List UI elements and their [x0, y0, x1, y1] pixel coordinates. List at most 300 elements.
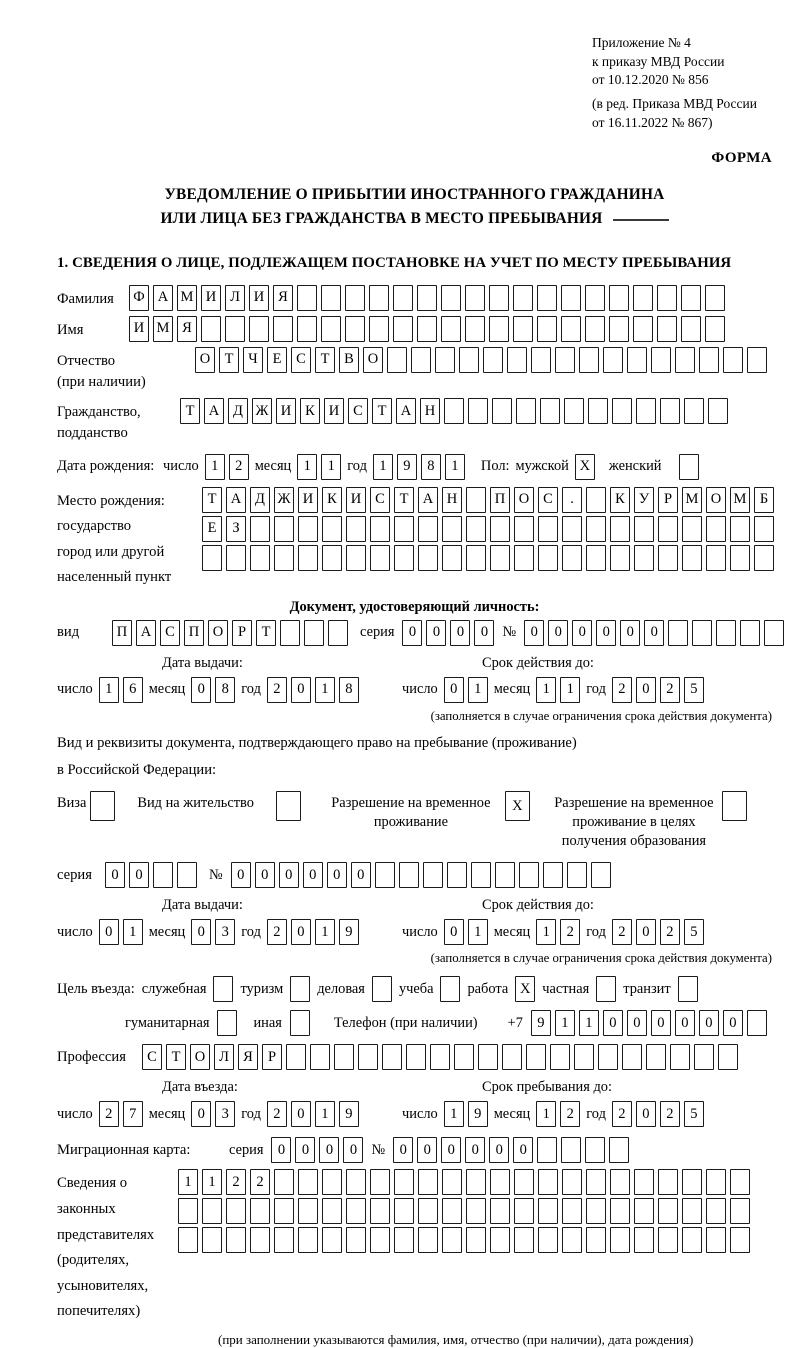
char-box[interactable]: 0 — [474, 620, 494, 646]
char-box[interactable] — [586, 1198, 606, 1224]
char-box[interactable]: Е — [202, 516, 222, 542]
char-box[interactable] — [202, 545, 222, 571]
char-box[interactable] — [466, 487, 486, 513]
char-box[interactable]: С — [370, 487, 390, 513]
char-box[interactable] — [466, 1227, 486, 1253]
char-box[interactable] — [567, 862, 587, 888]
char-box[interactable] — [651, 347, 671, 373]
char-box[interactable]: 0 — [417, 1137, 437, 1163]
char-box[interactable] — [346, 1198, 366, 1224]
char-box[interactable] — [310, 1044, 330, 1070]
char-box[interactable]: С — [291, 347, 311, 373]
char-box[interactable] — [90, 791, 115, 821]
char-box[interactable]: 0 — [596, 620, 616, 646]
char-box[interactable] — [370, 1169, 390, 1195]
char-box[interactable] — [466, 1198, 486, 1224]
char-box[interactable] — [490, 1198, 510, 1224]
char-box[interactable]: 0 — [295, 1137, 315, 1163]
char-box[interactable]: 0 — [105, 862, 125, 888]
char-box[interactable]: 1 — [579, 1010, 599, 1036]
char-box[interactable]: 0 — [191, 677, 211, 703]
char-box[interactable]: Ж — [252, 398, 272, 424]
char-box[interactable] — [369, 285, 389, 311]
char-box[interactable]: 0 — [291, 1101, 311, 1127]
char-box[interactable] — [537, 316, 557, 342]
char-box[interactable]: 0 — [644, 620, 664, 646]
char-box[interactable]: 1 — [536, 1101, 556, 1127]
char-box[interactable] — [442, 1227, 462, 1253]
char-box[interactable] — [682, 1198, 702, 1224]
char-box[interactable]: 0 — [279, 862, 299, 888]
char-box[interactable] — [418, 516, 438, 542]
char-box[interactable] — [217, 1010, 237, 1036]
char-box[interactable] — [417, 285, 437, 311]
char-box[interactable] — [678, 976, 698, 1002]
char-box[interactable]: 0 — [524, 620, 544, 646]
char-box[interactable]: К — [300, 398, 320, 424]
char-box[interactable] — [747, 347, 767, 373]
char-box[interactable] — [730, 545, 750, 571]
char-box[interactable]: 1 — [555, 1010, 575, 1036]
char-box[interactable]: 1 — [178, 1169, 198, 1195]
char-box[interactable] — [298, 1198, 318, 1224]
char-box[interactable]: 0 — [627, 1010, 647, 1036]
char-box[interactable] — [634, 516, 654, 542]
char-box[interactable]: 0 — [426, 620, 446, 646]
char-box[interactable] — [178, 1227, 198, 1253]
char-box[interactable] — [730, 1169, 750, 1195]
char-box[interactable] — [603, 347, 623, 373]
char-box[interactable] — [706, 516, 726, 542]
char-box[interactable]: С — [538, 487, 558, 513]
char-box[interactable] — [444, 398, 464, 424]
char-box[interactable]: 0 — [513, 1137, 533, 1163]
char-box[interactable] — [153, 862, 173, 888]
char-box[interactable] — [658, 1227, 678, 1253]
char-box[interactable] — [459, 347, 479, 373]
char-box[interactable] — [706, 545, 726, 571]
char-box[interactable]: И — [201, 285, 221, 311]
char-box[interactable] — [297, 285, 317, 311]
char-box[interactable]: И — [298, 487, 318, 513]
char-box[interactable] — [722, 791, 747, 821]
char-box[interactable]: 0 — [255, 862, 275, 888]
char-box[interactable] — [591, 862, 611, 888]
char-box[interactable]: 9 — [397, 454, 417, 480]
char-box[interactable]: О — [706, 487, 726, 513]
char-box[interactable]: Е — [267, 347, 287, 373]
char-box[interactable] — [598, 1044, 618, 1070]
char-box[interactable] — [465, 316, 485, 342]
char-box[interactable] — [298, 516, 318, 542]
char-box[interactable] — [622, 1044, 642, 1070]
char-box[interactable] — [202, 1227, 222, 1253]
char-box[interactable]: 1 — [99, 677, 119, 703]
char-box[interactable] — [442, 516, 462, 542]
char-box[interactable] — [586, 487, 606, 513]
char-box[interactable]: 1 — [444, 1101, 464, 1127]
char-box[interactable]: Р — [262, 1044, 282, 1070]
char-box[interactable] — [754, 516, 774, 542]
char-box[interactable] — [716, 620, 736, 646]
char-box[interactable] — [585, 1137, 605, 1163]
char-box[interactable] — [334, 1044, 354, 1070]
char-box[interactable]: С — [160, 620, 180, 646]
char-box[interactable] — [489, 316, 509, 342]
char-box[interactable]: 5 — [684, 1101, 704, 1127]
char-box[interactable] — [564, 398, 584, 424]
char-box[interactable] — [634, 1198, 654, 1224]
char-box[interactable]: 0 — [450, 620, 470, 646]
char-box[interactable] — [537, 1137, 557, 1163]
char-box[interactable] — [495, 862, 515, 888]
char-box[interactable] — [538, 1227, 558, 1253]
char-box[interactable]: Т — [372, 398, 392, 424]
char-box[interactable]: 0 — [723, 1010, 743, 1036]
char-box[interactable] — [516, 398, 536, 424]
char-box[interactable] — [612, 398, 632, 424]
char-box[interactable] — [682, 545, 702, 571]
char-box[interactable] — [322, 545, 342, 571]
char-box[interactable]: 0 — [620, 620, 640, 646]
char-box[interactable]: Д — [228, 398, 248, 424]
char-box[interactable]: 0 — [231, 862, 251, 888]
char-box[interactable] — [490, 516, 510, 542]
char-box[interactable]: Т — [166, 1044, 186, 1070]
char-box[interactable]: 3 — [215, 1101, 235, 1127]
char-box[interactable] — [513, 285, 533, 311]
char-box[interactable]: 8 — [421, 454, 441, 480]
char-box[interactable] — [633, 285, 653, 311]
char-box[interactable]: А — [136, 620, 156, 646]
char-box[interactable] — [418, 1198, 438, 1224]
char-box[interactable] — [585, 316, 605, 342]
char-box[interactable]: X — [505, 791, 530, 821]
char-box[interactable]: 0 — [444, 919, 464, 945]
char-box[interactable] — [596, 976, 616, 1002]
char-box[interactable] — [250, 1227, 270, 1253]
char-box[interactable]: 8 — [339, 677, 359, 703]
char-box[interactable]: Д — [250, 487, 270, 513]
char-box[interactable]: Б — [754, 487, 774, 513]
char-box[interactable] — [274, 545, 294, 571]
char-box[interactable]: Л — [225, 285, 245, 311]
char-box[interactable]: 8 — [215, 677, 235, 703]
char-box[interactable] — [764, 620, 784, 646]
char-box[interactable]: 2 — [250, 1169, 270, 1195]
char-box[interactable] — [202, 1198, 222, 1224]
char-box[interactable] — [562, 516, 582, 542]
char-box[interactable]: А — [153, 285, 173, 311]
char-box[interactable] — [226, 1227, 246, 1253]
char-box[interactable]: И — [129, 316, 149, 342]
char-box[interactable] — [514, 1198, 534, 1224]
char-box[interactable] — [538, 516, 558, 542]
char-box[interactable]: О — [514, 487, 534, 513]
char-box[interactable] — [321, 285, 341, 311]
char-box[interactable] — [322, 1198, 342, 1224]
char-box[interactable] — [519, 862, 539, 888]
char-box[interactable] — [579, 347, 599, 373]
char-box[interactable] — [531, 347, 551, 373]
char-box[interactable] — [297, 316, 317, 342]
char-box[interactable]: 0 — [444, 677, 464, 703]
char-box[interactable] — [418, 1169, 438, 1195]
char-box[interactable] — [562, 545, 582, 571]
char-box[interactable] — [394, 1198, 414, 1224]
char-box[interactable] — [406, 1044, 426, 1070]
char-box[interactable] — [274, 1227, 294, 1253]
char-box[interactable] — [322, 1169, 342, 1195]
char-box[interactable] — [442, 1198, 462, 1224]
char-box[interactable] — [610, 545, 630, 571]
char-box[interactable] — [684, 398, 704, 424]
char-box[interactable]: 6 — [123, 677, 143, 703]
char-box[interactable] — [610, 516, 630, 542]
char-box[interactable] — [328, 620, 348, 646]
char-box[interactable] — [507, 347, 527, 373]
char-box[interactable] — [670, 1044, 690, 1070]
char-box[interactable]: 1 — [536, 677, 556, 703]
char-box[interactable]: 0 — [291, 919, 311, 945]
char-box[interactable] — [399, 862, 419, 888]
char-box[interactable] — [322, 516, 342, 542]
char-box[interactable] — [609, 316, 629, 342]
char-box[interactable] — [681, 316, 701, 342]
char-box[interactable]: 0 — [441, 1137, 461, 1163]
char-box[interactable]: 0 — [603, 1010, 623, 1036]
char-box[interactable] — [447, 862, 467, 888]
char-box[interactable]: Т — [394, 487, 414, 513]
char-box[interactable] — [430, 1044, 450, 1070]
char-box[interactable]: Ж — [274, 487, 294, 513]
char-box[interactable] — [502, 1044, 522, 1070]
char-box[interactable]: Т — [315, 347, 335, 373]
char-box[interactable] — [249, 316, 269, 342]
char-box[interactable]: 1 — [315, 677, 335, 703]
char-box[interactable] — [250, 545, 270, 571]
char-box[interactable] — [657, 316, 677, 342]
char-box[interactable]: 1 — [468, 677, 488, 703]
char-box[interactable] — [471, 862, 491, 888]
char-box[interactable] — [718, 1044, 738, 1070]
char-box[interactable] — [747, 1010, 767, 1036]
char-box[interactable]: 0 — [636, 1101, 656, 1127]
char-box[interactable] — [225, 316, 245, 342]
char-box[interactable] — [657, 285, 677, 311]
char-box[interactable]: 1 — [445, 454, 465, 480]
char-box[interactable] — [679, 454, 699, 480]
char-box[interactable]: Ч — [243, 347, 263, 373]
char-box[interactable] — [646, 1044, 666, 1070]
char-box[interactable]: Т — [256, 620, 276, 646]
char-box[interactable]: О — [363, 347, 383, 373]
char-box[interactable]: 2 — [560, 1101, 580, 1127]
char-box[interactable]: У — [634, 487, 654, 513]
char-box[interactable] — [723, 347, 743, 373]
char-box[interactable] — [555, 347, 575, 373]
char-box[interactable] — [466, 1169, 486, 1195]
char-box[interactable] — [610, 1198, 630, 1224]
char-box[interactable] — [304, 620, 324, 646]
char-box[interactable] — [370, 1227, 390, 1253]
char-box[interactable]: И — [276, 398, 296, 424]
char-box[interactable]: Я — [273, 285, 293, 311]
char-box[interactable]: 1 — [202, 1169, 222, 1195]
char-box[interactable] — [250, 516, 270, 542]
char-box[interactable]: 2 — [660, 1101, 680, 1127]
char-box[interactable] — [514, 1227, 534, 1253]
char-box[interactable]: В — [339, 347, 359, 373]
char-box[interactable]: С — [142, 1044, 162, 1070]
char-box[interactable] — [226, 545, 246, 571]
char-box[interactable]: А — [418, 487, 438, 513]
char-box[interactable] — [658, 1198, 678, 1224]
char-box[interactable]: X — [515, 976, 535, 1002]
char-box[interactable] — [370, 1198, 390, 1224]
char-box[interactable] — [514, 516, 534, 542]
char-box[interactable] — [610, 1169, 630, 1195]
char-box[interactable]: 0 — [327, 862, 347, 888]
char-box[interactable] — [394, 516, 414, 542]
char-box[interactable]: Ф — [129, 285, 149, 311]
char-box[interactable] — [375, 862, 395, 888]
char-box[interactable]: 1 — [315, 919, 335, 945]
char-box[interactable]: 0 — [319, 1137, 339, 1163]
char-box[interactable] — [730, 1198, 750, 1224]
char-box[interactable] — [562, 1227, 582, 1253]
char-box[interactable]: 3 — [215, 919, 235, 945]
char-box[interactable] — [705, 285, 725, 311]
char-box[interactable]: М — [177, 285, 197, 311]
char-box[interactable]: М — [682, 487, 702, 513]
char-box[interactable] — [393, 316, 413, 342]
char-box[interactable]: С — [348, 398, 368, 424]
char-box[interactable]: 2 — [660, 919, 680, 945]
char-box[interactable]: 9 — [531, 1010, 551, 1036]
char-box[interactable] — [627, 347, 647, 373]
char-box[interactable] — [538, 1198, 558, 1224]
char-box[interactable]: А — [204, 398, 224, 424]
char-box[interactable]: 2 — [267, 919, 287, 945]
char-box[interactable] — [609, 285, 629, 311]
char-box[interactable]: 2 — [560, 919, 580, 945]
char-box[interactable]: И — [324, 398, 344, 424]
char-box[interactable] — [435, 347, 455, 373]
char-box[interactable] — [543, 862, 563, 888]
char-box[interactable]: А — [396, 398, 416, 424]
char-box[interactable] — [634, 545, 654, 571]
char-box[interactable] — [682, 1169, 702, 1195]
char-box[interactable] — [441, 316, 461, 342]
char-box[interactable]: К — [610, 487, 630, 513]
char-box[interactable] — [280, 620, 300, 646]
char-box[interactable]: Л — [214, 1044, 234, 1070]
char-box[interactable] — [321, 316, 341, 342]
char-box[interactable] — [345, 285, 365, 311]
char-box[interactable]: 2 — [660, 677, 680, 703]
char-box[interactable] — [423, 862, 443, 888]
char-box[interactable]: 0 — [636, 677, 656, 703]
char-box[interactable]: 0 — [191, 919, 211, 945]
char-box[interactable]: 0 — [572, 620, 592, 646]
char-box[interactable] — [538, 545, 558, 571]
char-box[interactable]: П — [112, 620, 132, 646]
char-box[interactable]: 0 — [303, 862, 323, 888]
char-box[interactable]: И — [249, 285, 269, 311]
char-box[interactable] — [442, 1169, 462, 1195]
char-box[interactable]: 1 — [560, 677, 580, 703]
char-box[interactable]: А — [226, 487, 246, 513]
char-box[interactable] — [586, 545, 606, 571]
char-box[interactable] — [290, 1010, 310, 1036]
char-box[interactable]: 0 — [636, 919, 656, 945]
char-box[interactable] — [706, 1169, 726, 1195]
char-box[interactable]: 0 — [699, 1010, 719, 1036]
char-box[interactable] — [561, 316, 581, 342]
char-box[interactable] — [514, 1169, 534, 1195]
char-box[interactable] — [250, 1198, 270, 1224]
char-box[interactable] — [322, 1227, 342, 1253]
char-box[interactable]: 0 — [191, 1101, 211, 1127]
char-box[interactable]: 2 — [267, 677, 287, 703]
char-box[interactable] — [394, 1169, 414, 1195]
char-box[interactable]: 0 — [129, 862, 149, 888]
char-box[interactable]: М — [153, 316, 173, 342]
char-box[interactable] — [274, 516, 294, 542]
char-box[interactable] — [610, 1227, 630, 1253]
char-box[interactable] — [178, 1198, 198, 1224]
char-box[interactable] — [346, 516, 366, 542]
char-box[interactable]: 9 — [339, 1101, 359, 1127]
char-box[interactable] — [730, 1227, 750, 1253]
char-box[interactable] — [489, 285, 509, 311]
char-box[interactable] — [609, 1137, 629, 1163]
char-box[interactable]: 9 — [339, 919, 359, 945]
char-box[interactable] — [478, 1044, 498, 1070]
char-box[interactable] — [213, 976, 233, 1002]
char-box[interactable] — [562, 1169, 582, 1195]
char-box[interactable] — [574, 1044, 594, 1070]
char-box[interactable] — [633, 316, 653, 342]
char-box[interactable]: . — [562, 487, 582, 513]
char-box[interactable] — [483, 347, 503, 373]
char-box[interactable]: 0 — [489, 1137, 509, 1163]
char-box[interactable] — [706, 1198, 726, 1224]
char-box[interactable] — [177, 862, 197, 888]
char-box[interactable]: И — [346, 487, 366, 513]
char-box[interactable]: 0 — [402, 620, 422, 646]
char-box[interactable] — [370, 516, 390, 542]
char-box[interactable] — [636, 398, 656, 424]
char-box[interactable] — [273, 316, 293, 342]
char-box[interactable]: 1 — [536, 919, 556, 945]
char-box[interactable]: 1 — [123, 919, 143, 945]
char-box[interactable] — [658, 1169, 678, 1195]
char-box[interactable]: 0 — [393, 1137, 413, 1163]
char-box[interactable]: 0 — [271, 1137, 291, 1163]
char-box[interactable] — [387, 347, 407, 373]
char-box[interactable] — [634, 1169, 654, 1195]
char-box[interactable] — [346, 545, 366, 571]
char-box[interactable]: 1 — [321, 454, 341, 480]
char-box[interactable]: М — [730, 487, 750, 513]
char-box[interactable]: Р — [232, 620, 252, 646]
char-box[interactable]: П — [184, 620, 204, 646]
char-box[interactable] — [585, 285, 605, 311]
char-box[interactable]: К — [322, 487, 342, 513]
char-box[interactable]: 0 — [291, 677, 311, 703]
